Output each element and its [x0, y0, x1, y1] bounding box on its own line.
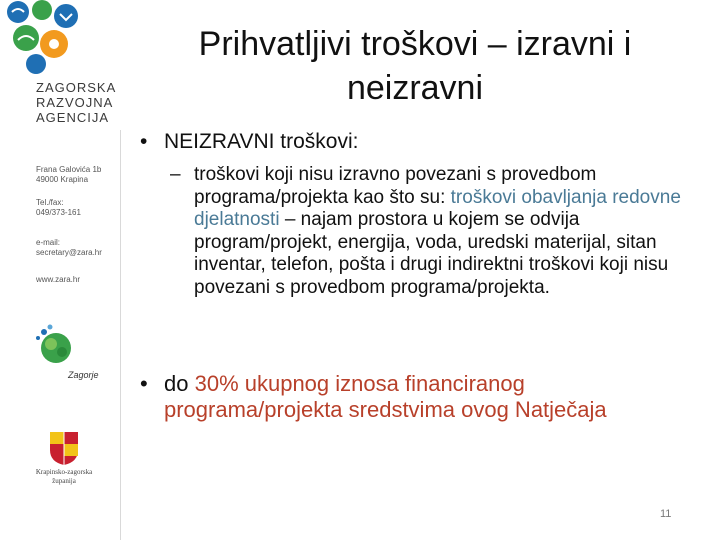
bullet-limit	[140, 371, 680, 423]
slide-title: Prihvatljivi troškovi – izravni i neizravni	[198, 25, 632, 107]
sub-text-after: – najam prostora u kojem se odvija program/projekt, energija, voda, uredski materijal, sitan inventar, telefon, pošta i drugi indirektni troškovi koji nisu povezani s provedbom programa/projekta.	[194, 209, 669, 298]
website-link[interactable]: www.zara.hr	[36, 275, 81, 284]
sub-bullet-description	[170, 164, 690, 299]
bullet-limit-highlight: 30% ukupnog iznosa financiranog programa/projekta sredstvima ovog Natječaja	[164, 371, 607, 422]
bullet-neizravni	[140, 130, 358, 154]
sub-text-highlight: troškovi obavljanja redovne djelatnosti	[194, 186, 681, 230]
sub-bullet-text	[194, 164, 690, 299]
agency-name-line: ZAGORSKA	[36, 80, 117, 95]
agency-name	[36, 80, 116, 125]
agency-name-line: RAZVOJNA	[36, 95, 114, 110]
sub-bullet-marker: –	[170, 164, 181, 185]
sub-text-before: troškovi koji nisu izravno povezani s provedbom programa/projekta kao što su:	[194, 164, 597, 208]
address-line2: 49000 Krapina	[36, 175, 89, 184]
county-name	[20, 468, 108, 486]
tel-label: Tel./fax:	[36, 198, 64, 207]
county-name-line: županija	[52, 477, 76, 485]
bullet-marker: •	[140, 371, 148, 396]
tel-value: 049/373-161	[36, 208, 81, 217]
bullet-marker: •	[140, 130, 148, 153]
address-line1: Frana Galovića 1b	[36, 165, 102, 174]
email-value: secretary@zara.hr	[36, 248, 102, 257]
bullet-limit-text	[164, 371, 680, 423]
county-name-line: Krapinsko-zagorska	[35, 468, 93, 476]
bullet-limit-before: do	[164, 371, 195, 396]
zagorje-label: Zagorje	[68, 370, 99, 380]
agency-name-line: AGENCIJA	[36, 110, 110, 125]
sidebar	[0, 0, 120, 540]
page-number: 11	[660, 508, 672, 520]
sidebar-divider	[120, 130, 121, 540]
zagorje-logo-icon	[30, 322, 80, 372]
agency-logo-icon	[4, 0, 84, 80]
bullet-text: NEIZRAVNI troškovi:	[164, 130, 359, 153]
county-crest-icon	[48, 430, 80, 466]
email-label: e-mail:	[36, 238, 61, 247]
